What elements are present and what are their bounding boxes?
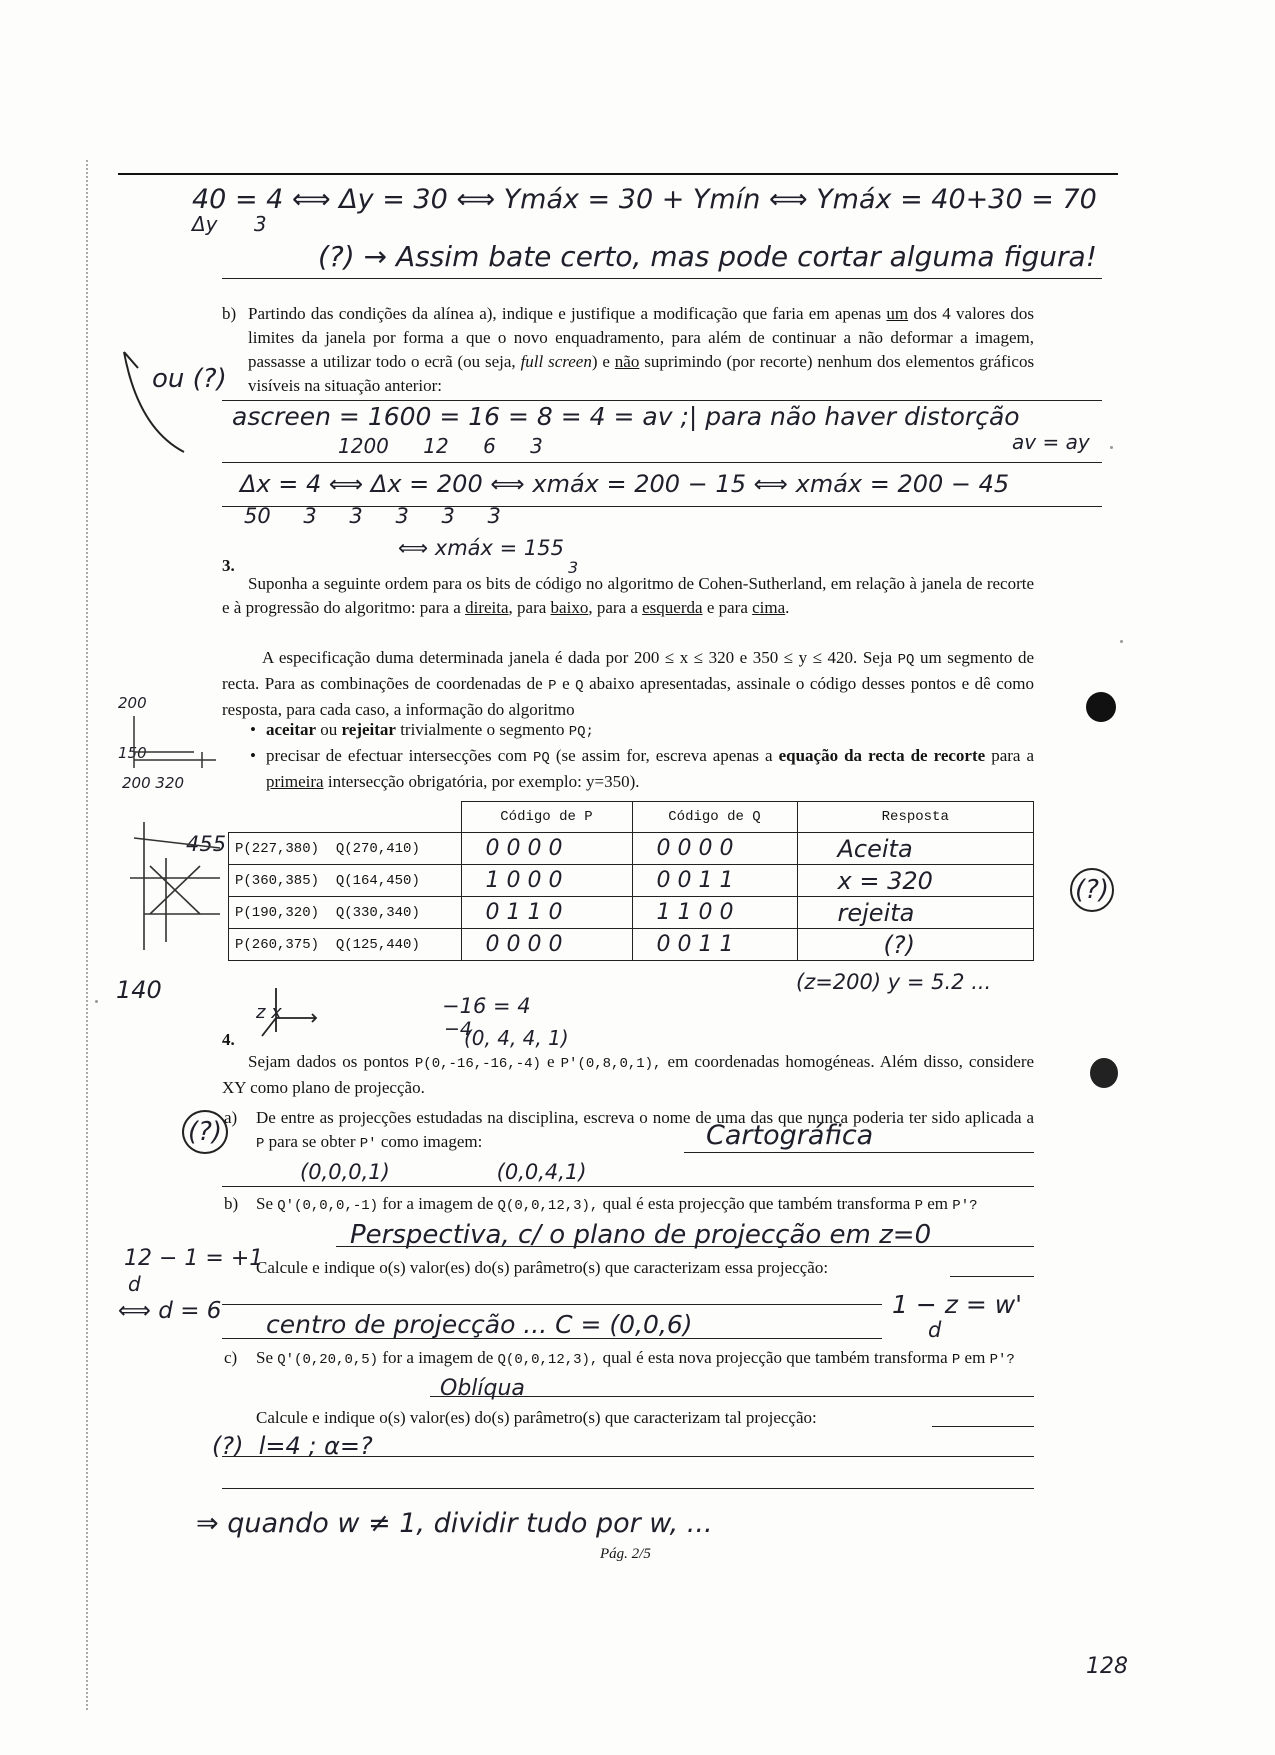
hw-calc1-note: av = ay (1012, 430, 1090, 454)
hw-margin-diagram-side: 150 (118, 744, 147, 762)
hw-calc2-den: 50 3 3 3 3 3 (244, 504, 501, 528)
hw-ans-4c-calc: (?) l=4 ; α=? (212, 1432, 373, 1460)
answer-line (336, 1246, 1034, 1247)
table-header: Código de P (461, 802, 632, 833)
q2b-label: b) (222, 304, 237, 323)
q4-text: como imagem: (380, 1132, 483, 1151)
q4-point-p: P(0,-16,-16,-4) (414, 1056, 541, 1072)
hw-ans-4b-calc: centro de projecção ... C = (0,0,6) (266, 1310, 693, 1339)
q4-text: para se obter (268, 1132, 356, 1151)
hw-fraction: −16 = 4 (442, 994, 531, 1018)
q4-pp: P' (359, 1136, 377, 1152)
punch-hole-bottom (1090, 1058, 1118, 1088)
answer: Aceita (797, 833, 1034, 865)
code-p: 0 0 0 0 (461, 929, 632, 961)
page-number: Pág. 2/5 (600, 1546, 651, 1562)
answer-line (222, 1304, 882, 1305)
q3-text: e (562, 674, 570, 693)
answer-line (222, 1488, 1034, 1489)
scan-speck (1120, 640, 1123, 643)
q4-p: P (256, 1136, 265, 1152)
point-p: P(260,375) (235, 936, 320, 953)
hw-table-side-note: (?) (1070, 868, 1114, 912)
q3-bullet-1 (266, 718, 1034, 744)
q4-text: em (927, 1194, 949, 1213)
code-q: 0 0 1 1 (632, 929, 797, 961)
q3-number: 3. (222, 556, 235, 575)
q3-primeira: primeira (266, 772, 324, 791)
punch-hole-top (1086, 692, 1116, 722)
answer: rejeita (797, 897, 1034, 929)
q3-text: para a (991, 746, 1034, 765)
margin-arrow (118, 348, 188, 458)
answer-line (684, 1152, 1034, 1153)
answer-line (222, 278, 1102, 279)
hw-table-bottom: (z=200) y = 5.2 ... (796, 970, 992, 994)
point-q: Q(270,410) (335, 840, 420, 857)
hw-margin-d6: ⟺ d = 6 (118, 1298, 222, 1324)
hw-line1: 40 = 4 ⟺ Δy = 30 ⟺ Ymáx = 30 + Ymín ⟺ Ymáx = 40+30 = 70 (192, 184, 1097, 215)
q4a-label: a) (224, 1108, 238, 1127)
scan-speck (1110, 446, 1113, 449)
q3-aceitar: aceitar (266, 720, 317, 739)
q4-text: em coordenadas homogéneas. Além disso, considere XY como plano de projecção. (222, 1052, 1035, 1097)
q4-q-image: Q'(0,20,0,5) (277, 1352, 379, 1368)
hw-calc1: ascreen = 1600 = 16 = 8 = 4 = av ;| para não haver distorção (232, 402, 1020, 431)
q3-direita: direita (465, 598, 509, 617)
q4-text: Se (256, 1348, 273, 1367)
q3-baixo: baixo (550, 598, 589, 617)
q3-equacao: equação da recta de recorte (778, 746, 986, 765)
q3-text: precisar de efectuar intersecções com (266, 746, 527, 765)
q3-text: intersecção obrigatória, por exemplo: y=350). (327, 772, 640, 791)
clip-sketch (120, 818, 230, 958)
q2b-text: dos 4 valores dos limites da janela por forma a que o novo enquadramento, para além de continuar a não deformar a imagem, passasse a utilizar todo o ecrã (ou seja, (248, 304, 1035, 371)
hw-line1-den: Δy 3 (192, 212, 267, 236)
q3-cima: cima (752, 598, 786, 617)
q4-point-pp: P'(0,8,0,1), (560, 1056, 662, 1072)
hw-ans-4a: Cartográfica (706, 1120, 874, 1151)
point-p: P(360,385) (235, 872, 320, 889)
answer: x = 320 (797, 865, 1034, 897)
axes-sketch (254, 982, 324, 1042)
q2b-emph-um: um (886, 304, 909, 323)
hw-margin-455: 455 (186, 832, 227, 856)
q3-rejeitar: rejeitar (341, 720, 396, 739)
q3-pq: PQ (532, 750, 550, 766)
q4b-label: b) (224, 1194, 239, 1213)
q4-text: e (547, 1052, 555, 1071)
cohen-sutherland-table (228, 801, 1034, 961)
q4-text: for a imagem de (382, 1348, 494, 1367)
q3-bullet-2 (266, 744, 1034, 794)
answer-line (222, 506, 1102, 507)
hw-ans-4b: Perspectiva, c/ o plano de projecção em z=0 (350, 1220, 932, 1250)
q4c-text (256, 1346, 1034, 1372)
code-q: 0 0 0 0 (632, 833, 797, 865)
q3-text: , para (508, 598, 547, 617)
table-row (229, 929, 1034, 961)
table-header: Resposta (797, 802, 1034, 833)
hw-margin-d: d (128, 1272, 141, 1296)
q3-text: trivialmente o segmento (400, 720, 565, 739)
q3-text: abaixo apresentadas, assinale o código desses pontos e dê como resposta, para cada caso, a informação do algoritmo (222, 674, 1034, 719)
table-cell-points (229, 929, 462, 961)
q3-pq: PQ (897, 652, 915, 668)
code-q: 1 1 0 0 (632, 897, 797, 929)
hw-margin-diagram-top: 200 (118, 694, 147, 712)
q3-paragraph-2 (222, 646, 1034, 722)
table-row (229, 897, 1034, 929)
q4-text: for a imagem de (382, 1194, 494, 1213)
hw-calc3-den: 3 (568, 558, 579, 577)
table-header: Código de Q (632, 802, 797, 833)
q3-pq: PQ; (568, 724, 594, 740)
table-header-row (229, 802, 1034, 833)
q2b-text: Partindo das condições da alínea a), indique e justifique a modificação que faria em apenas (248, 304, 882, 323)
q4-p: P (914, 1198, 924, 1214)
q3-paragraph-1 (222, 572, 1034, 620)
point-q: Q(125,440) (335, 936, 420, 953)
table-cell-points (229, 897, 462, 929)
code-p: 0 1 1 0 (461, 897, 632, 929)
window-sketch (116, 712, 226, 772)
q4-text: qual é esta nova projecção que também transforma (602, 1348, 948, 1367)
q4-q: Q(0,0,12,3), (497, 1352, 599, 1368)
q4-intro (222, 1050, 1034, 1100)
q4-q-image: Q'(0,0,0,-1) (277, 1198, 379, 1214)
q4-text: Se (256, 1194, 273, 1213)
answer: (?) (797, 929, 1034, 961)
code-p: 1 0 0 0 (461, 865, 632, 897)
code-p: 0 0 0 0 (461, 833, 632, 865)
q4-pp: P'? (989, 1352, 1015, 1368)
hw-homog: (0, 4, 4, 1) (464, 1026, 569, 1050)
hw-margin-140: 140 (116, 976, 162, 1004)
q3-text: um segmento de recta. Para as combinações de coordenadas de (222, 648, 1035, 693)
q3-esquerda: esquerda (642, 598, 703, 617)
hw-under-4a: (0,0,0,1) (0,0,4,1) (300, 1160, 587, 1184)
hw-calc1-den: 1200 12 6 3 (338, 434, 543, 458)
answer-line (932, 1426, 1034, 1427)
hw-q-marks-4a: (?) (182, 1110, 228, 1154)
q3-text: , para a (588, 598, 638, 617)
q3-text: Suponha a seguinte ordem para os bits de código no algoritmo de Cohen-Sutherland, em relação à janela de recorte e à progressão do algoritmo: para a (222, 574, 1034, 617)
q4-text: De entre as projecções estudadas na disciplina, escreva o nome de uma das que nunca poderia ter sido aplicada a (256, 1108, 1034, 1127)
answer-line (222, 462, 1102, 463)
q2b-text: suprimindo (por recorte) nenhum dos elementos gráficos visíveis na situação anterior: (248, 352, 1035, 395)
code-q: 0 0 1 1 (632, 865, 797, 897)
answer-line (222, 400, 1102, 401)
q4a-text (256, 1106, 1034, 1156)
q3-p: P (548, 678, 557, 694)
table-row (229, 865, 1034, 897)
scan-speck (95, 1000, 98, 1003)
hw-line2: (?) → Assim bate certo, mas pode cortar alguma figura! (318, 240, 1097, 273)
hw-margin-diagram-bottom: 200 320 (122, 774, 185, 792)
q4-number: 4. (222, 1030, 235, 1049)
q4-text: em (964, 1348, 986, 1367)
hw-eq-4b-den: d (928, 1318, 942, 1342)
q4c-calc: Calcule e indique o(s) valor(es) do(s) parâmetro(s) que caracterizam tal projecção: (256, 1408, 817, 1427)
answer-line (430, 1396, 1034, 1397)
hw-calc2: Δx = 4 ⟺ Δx = 200 ⟺ xmáx = 200 − 15 ⟺ xmáx = 200 − 45 (240, 470, 1010, 498)
answer-line (222, 1338, 882, 1339)
hw-bottom-note: ⇒ quando w ≠ 1, dividir tudo por w, ... (196, 1508, 713, 1539)
hw-margin-ou: ou (?) (152, 364, 227, 394)
q4-text: qual é esta projecção que também transforma (602, 1194, 911, 1213)
point-q: Q(330,340) (335, 904, 420, 921)
q4-p: P (951, 1352, 961, 1368)
q4-pp: P'? (952, 1198, 978, 1214)
q4b-text (256, 1192, 1034, 1218)
q4c-label: c) (224, 1348, 238, 1367)
q3-q: Q (575, 678, 584, 694)
point-q: Q(164,450) (335, 872, 420, 889)
table-header (229, 802, 462, 833)
answer-line (222, 1456, 1034, 1457)
q4-text: Sejam dados os pontos (248, 1052, 409, 1071)
q4-q: Q(0,0,12,3), (497, 1198, 599, 1214)
hw-fraction-den: −4 (444, 1018, 473, 1040)
hw-eq-4b: 1 − z = w' (892, 1290, 1023, 1319)
q3-bullets (244, 718, 1034, 794)
q3-text: ou (320, 720, 338, 739)
q4b-calc: Calcule e indique o(s) valor(es) do(s) parâmetro(s) que caracterizam essa projecção: (256, 1258, 829, 1277)
q3-text: e para (706, 598, 748, 617)
table-row (229, 833, 1034, 865)
point-p: P(227,380) (235, 840, 320, 857)
table-cell-points (229, 865, 462, 897)
table-cell-points (229, 833, 462, 865)
q2b-full-screen: full screen (520, 352, 592, 371)
q3-text: (se assim for, escreva apenas a (555, 746, 773, 765)
q2b-text: ) e (591, 352, 610, 371)
hw-ans-4c: Oblíqua (440, 1376, 525, 1401)
answer-line (222, 1186, 1034, 1187)
q2b-paragraph (222, 302, 1034, 398)
scan-left-edge (86, 160, 88, 1710)
q2b-emph-nao: não (614, 352, 640, 371)
hw-margin-12d: 12 − 1 = +1 (124, 1246, 264, 1271)
header-rule (118, 173, 1118, 175)
hw-axes: z x (256, 1002, 282, 1023)
answer-line (950, 1276, 1034, 1277)
q3-text: A especificação duma determinada janela é dada por 200 ≤ x ≤ 320 e 350 ≤ y ≤ 420. Seja (262, 648, 893, 667)
point-p: P(190,320) (235, 904, 320, 921)
q3-text: . (785, 598, 790, 617)
hw-corner-number: 128 (1086, 1654, 1128, 1679)
hw-calc3: ⟺ xmáx = 155 (398, 536, 564, 560)
